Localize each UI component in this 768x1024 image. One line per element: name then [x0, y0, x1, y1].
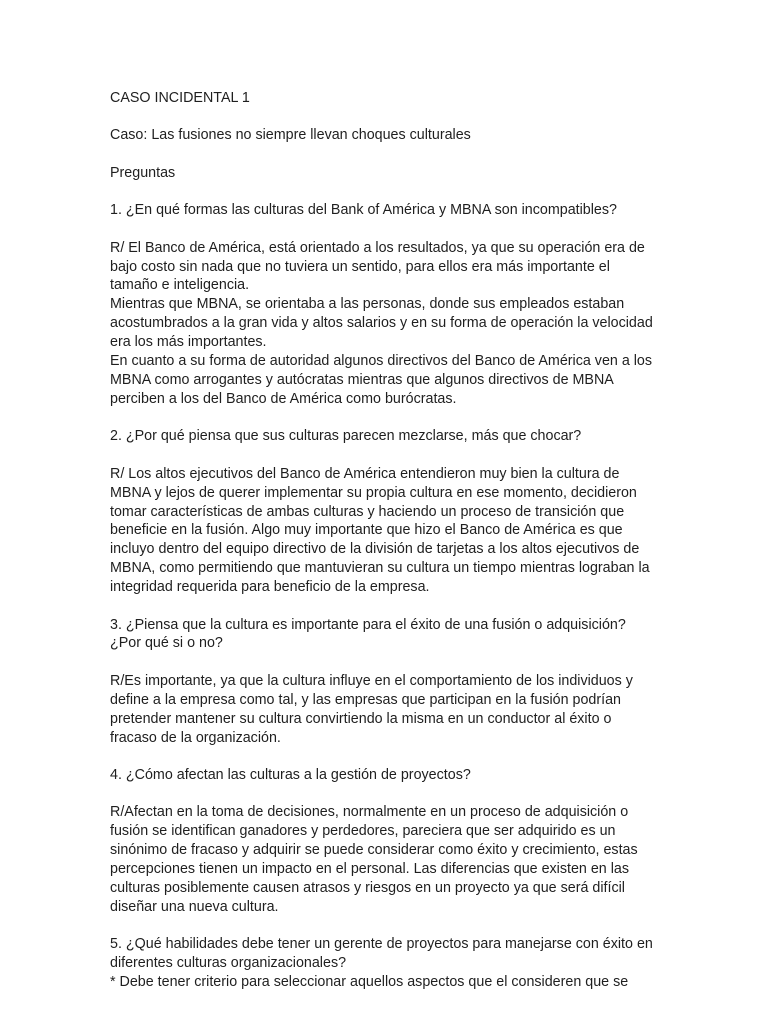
question-1: 1. ¿En qué formas las culturas del Bank of América y MBNA son incompatibles? [110, 202, 617, 219]
answer-4: R/Afectan en la toma de decisiones, normalmente en un proceso de adquisición o fusión se identifican ganadores y perdedores, pareciera que ser adquirido es un sinónimo de fracaso y adquirir se puede considerar como éxito y crecimiento, estas percepciones tienen un impacto en el personal. Las diferencias que existen en las culturas posiblemente causen atrasos y riesgos en un proyecto ya que será difícil diseñar una nueva cultura. [110, 804, 638, 915]
question-2: 2. ¿Por qué piensa que sus culturas parecen mezclarse, más que chocar? [110, 428, 582, 445]
question-4: 4. ¿Cómo afectan las culturas a la gestión de proyectos? [110, 766, 471, 783]
document-body [110, 89, 658, 992]
question-3: 3. ¿Piensa que la cultura es importante para el éxito de una fusión o adquisición? ¿Por qué si o no? [110, 616, 626, 652]
questions-heading: Preguntas [110, 164, 176, 181]
answer-1-paragraph-1: R/ El Banco de América, está orientado a los resultados, ya que su operación era de bajo costo sin nada que no tuviera un sentido, para ellos era más importante el tamaño e inteligencia. [110, 239, 645, 294]
answer-3: R/Es importante, ya que la cultura influye en el comportamiento de los individuos y define a la empresa como tal, y las empresas que participan en la fusión podrían pretender mantener su cultura convirtiendo la misma en un conductor al éxito o fracaso de la organización. [110, 672, 633, 746]
answer-2: R/ Los altos ejecutivos del Banco de América entendieron muy bien la cultura de MBNA y lejos de querer implementar su propia cultura en ese momento, decidieron tomar características de ambas culturas y haciendo un proceso de transición que beneficie en la fusión. Algo muy importante que hizo el Banco de América es que incluyo dentro del equipo directivo de la división de tarjetas a los altos ejecutivos de MBNA, como permitiendo que mantuvieran su cultura un tiempo mientras lograban la integridad requerida para beneficio de la empresa. [110, 465, 650, 596]
document-title: CASO INCIDENTAL 1 [110, 90, 250, 106]
answer-1-paragraph-3: En cuanto a su forma de autoridad algunos directivos del Banco de América ven a los MBNA como arrogantes y autócratas mientras que algunos directivos de MBNA perciben a los del Banco de América como burócratas. [110, 353, 653, 407]
answer-5-start: * Debe tener criterio para seleccionar aquellos aspectos que el consideren que se [110, 974, 629, 991]
answer-1-paragraph-2: Mientras que MBNA, se orientaba a las personas, donde sus empleados estaban acostumbrados a la gran vida y altos salarios y en su forma de operación la velocidad era los más importantes. [110, 296, 653, 351]
question-5: 5. ¿Qué habilidades debe tener un gerente de proyectos para manejarse con éxito en diferentes culturas organizacionales? [110, 936, 653, 972]
case-line: Caso: Las fusiones no siempre llevan choques culturales [110, 127, 471, 144]
